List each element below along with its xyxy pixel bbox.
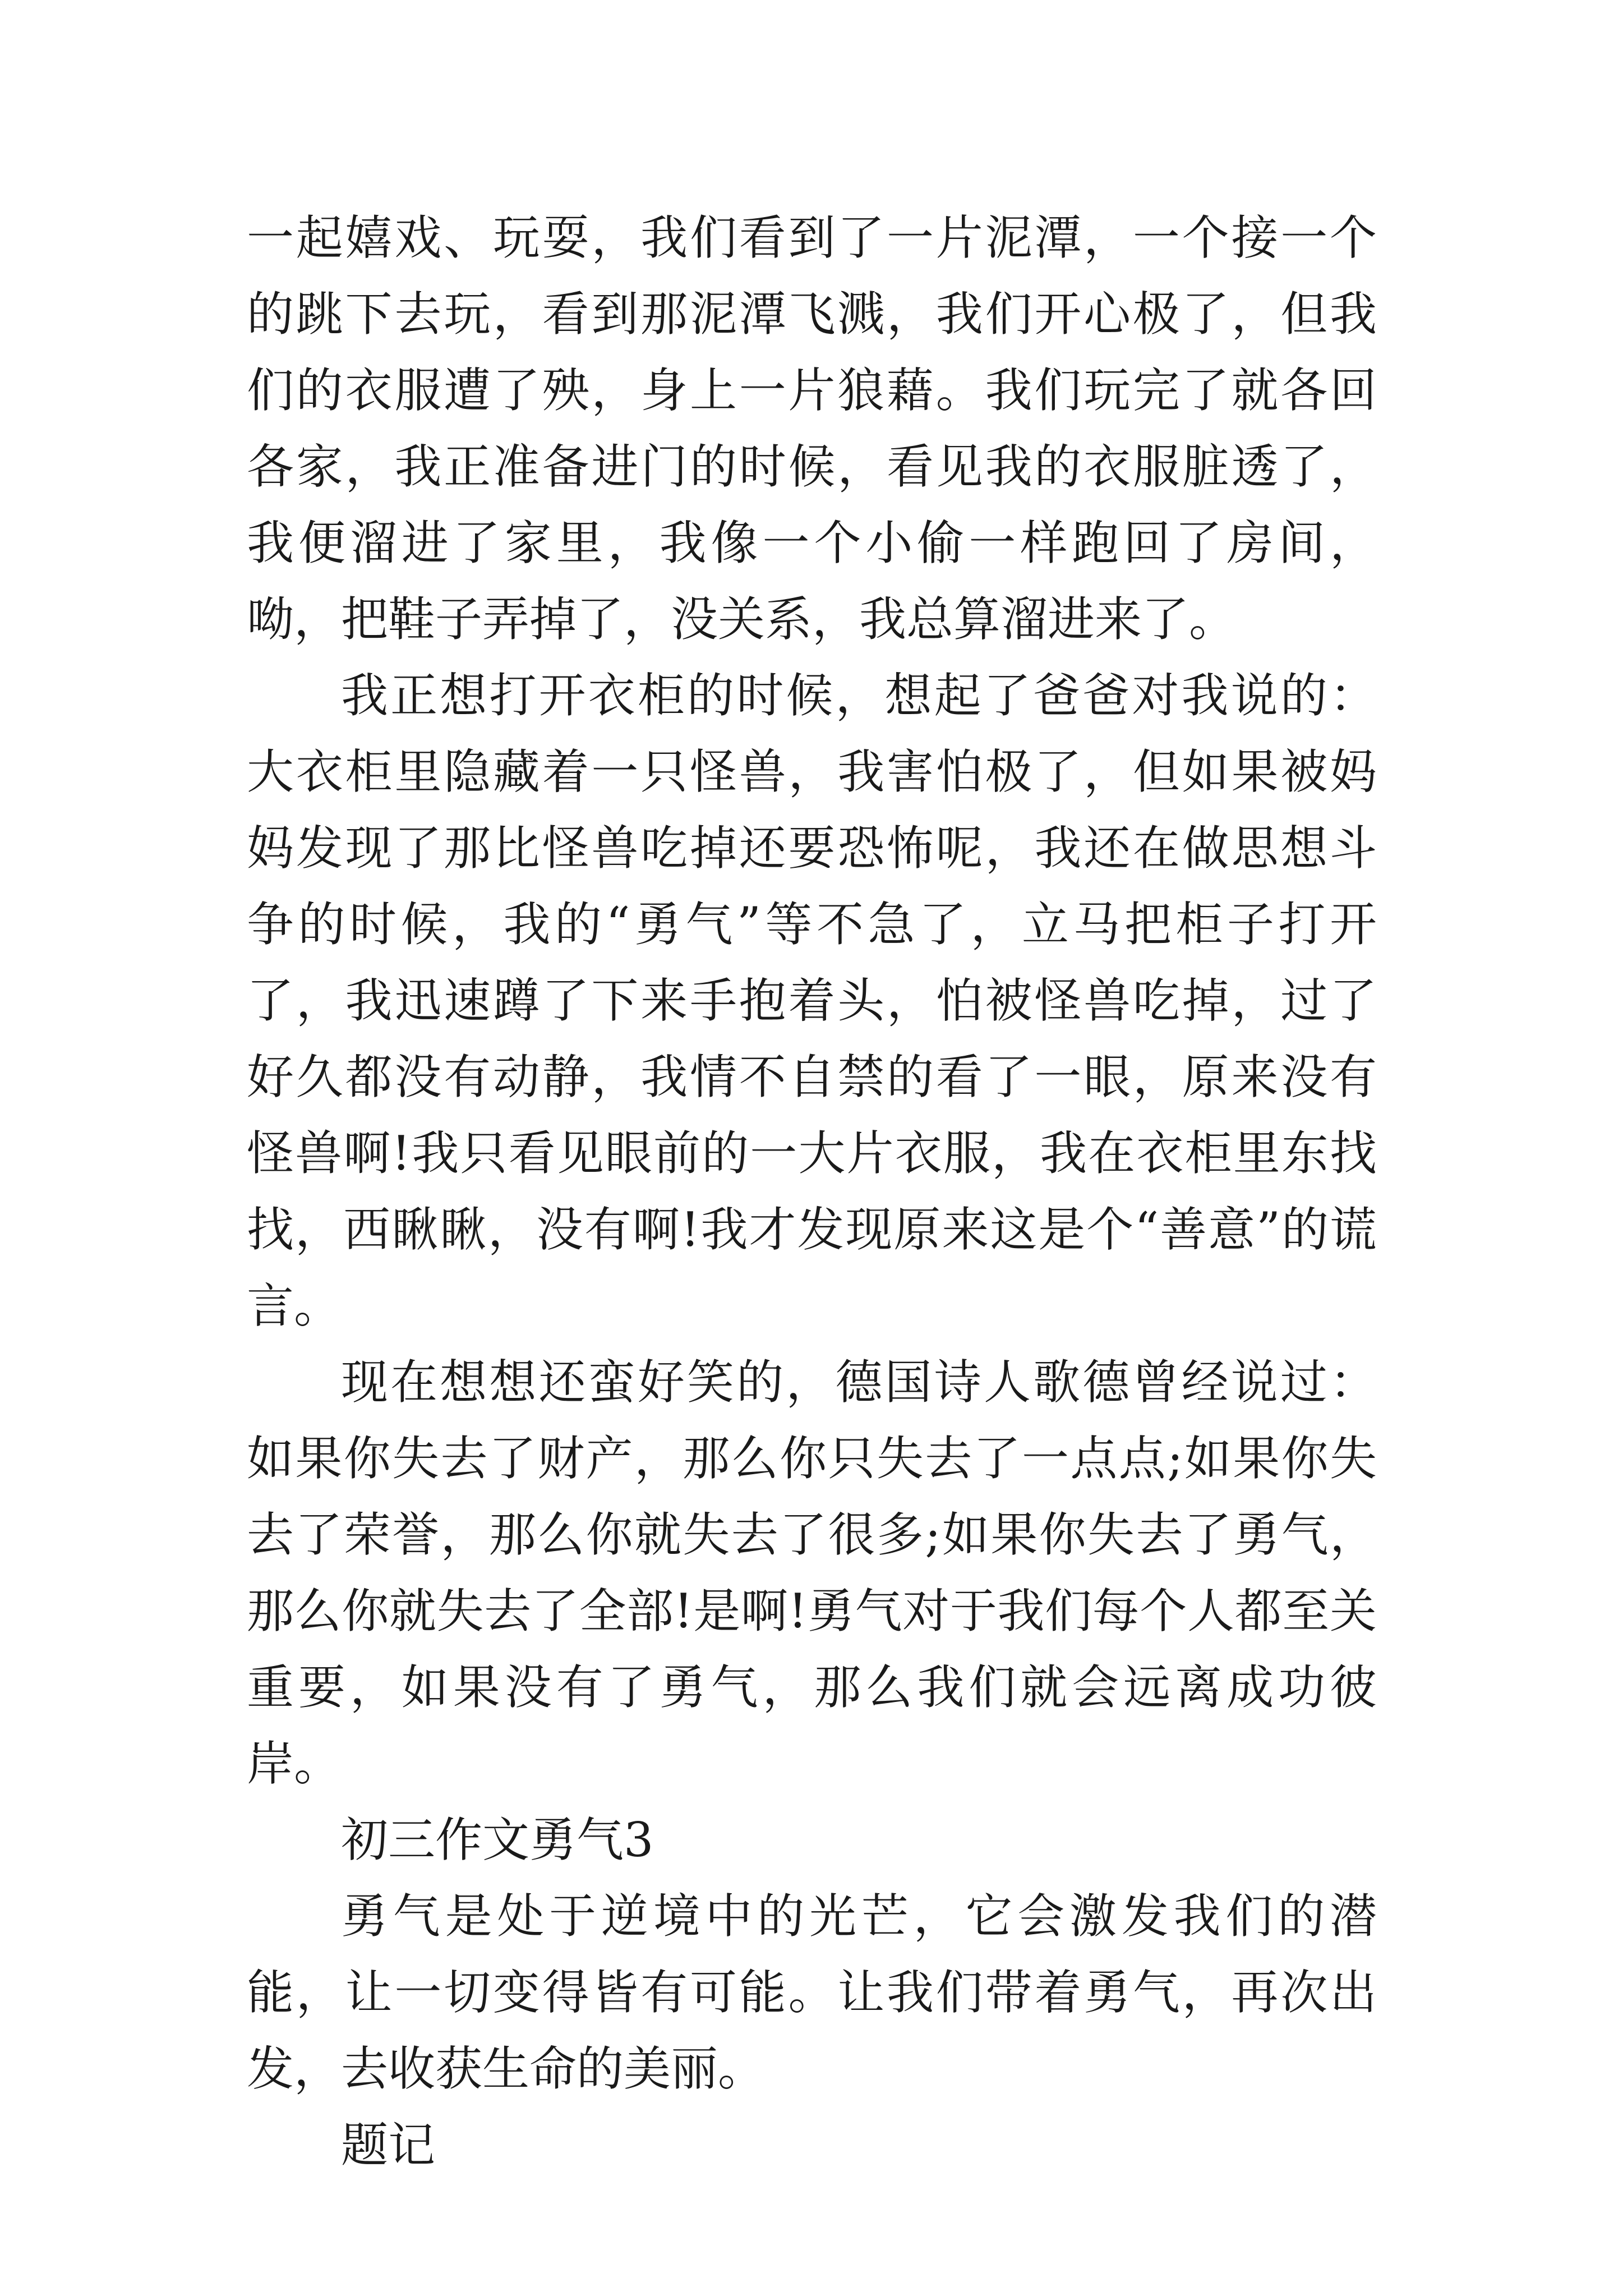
paragraph: 现在想想还蛮好笑的，德国诗人歌德曾经说过：如果你失去了财产，那么你只失去了一点点;如果你失去了荣誉，那么你就失去了很多;如果你失去了勇气，那么你就失去了全部!是啊!勇气对于我们每个人都至关重要，如果没有了勇气，那么我们就会远离成功彼岸。	[247, 1355, 1377, 1791]
section-heading: 初三作文勇气3	[341, 1812, 654, 1867]
paragraph-continued: 一起嬉戏、玩耍，我们看到了一片泥潭，一个接一个的跳下去玩，看到那泥潭飞溅，我们开心极了，但我们的衣服遭了殃，身上一片狼藉。我们玩完了就各回各家，我正准备进门的时候，看见我的衣服脏透了，我便溜进了家里，我像一个小偷一样跑回了房间，呦，把鞋子弄掉了，没关系，我总算溜进来了。	[247, 210, 1377, 647]
paragraph-epigraph-label: 题记	[341, 2118, 436, 2173]
paragraph: 我正想打开衣柜的时候，想起了爸爸对我说的：大衣柜里隐藏着一只怪兽，我害怕极了，但如果被妈妈发现了那比怪兽吃掉还要恐怖呢，我还在做思想斗争的时候，我的“勇气”等不急了，立马把柜子打开了，我迅速蹲了下来手抱着头，怕被怪兽吃掉，过了好久都没有动静，我情不自禁的看了一眼，原来没有怪兽啊!我只看见眼前的一大片衣服，我在衣柜里东找找，西瞅瞅，没有啊!我才发现原来这是个“善意”的谎言。	[247, 668, 1377, 1333]
paragraph: 勇气是处于逆境中的光芒，它会激发我们的潜能，让一切变得皆有可能。让我们带着勇气，再次出发，去收获生命的美丽。	[247, 1889, 1377, 2096]
document-body	[247, 200, 1377, 2183]
